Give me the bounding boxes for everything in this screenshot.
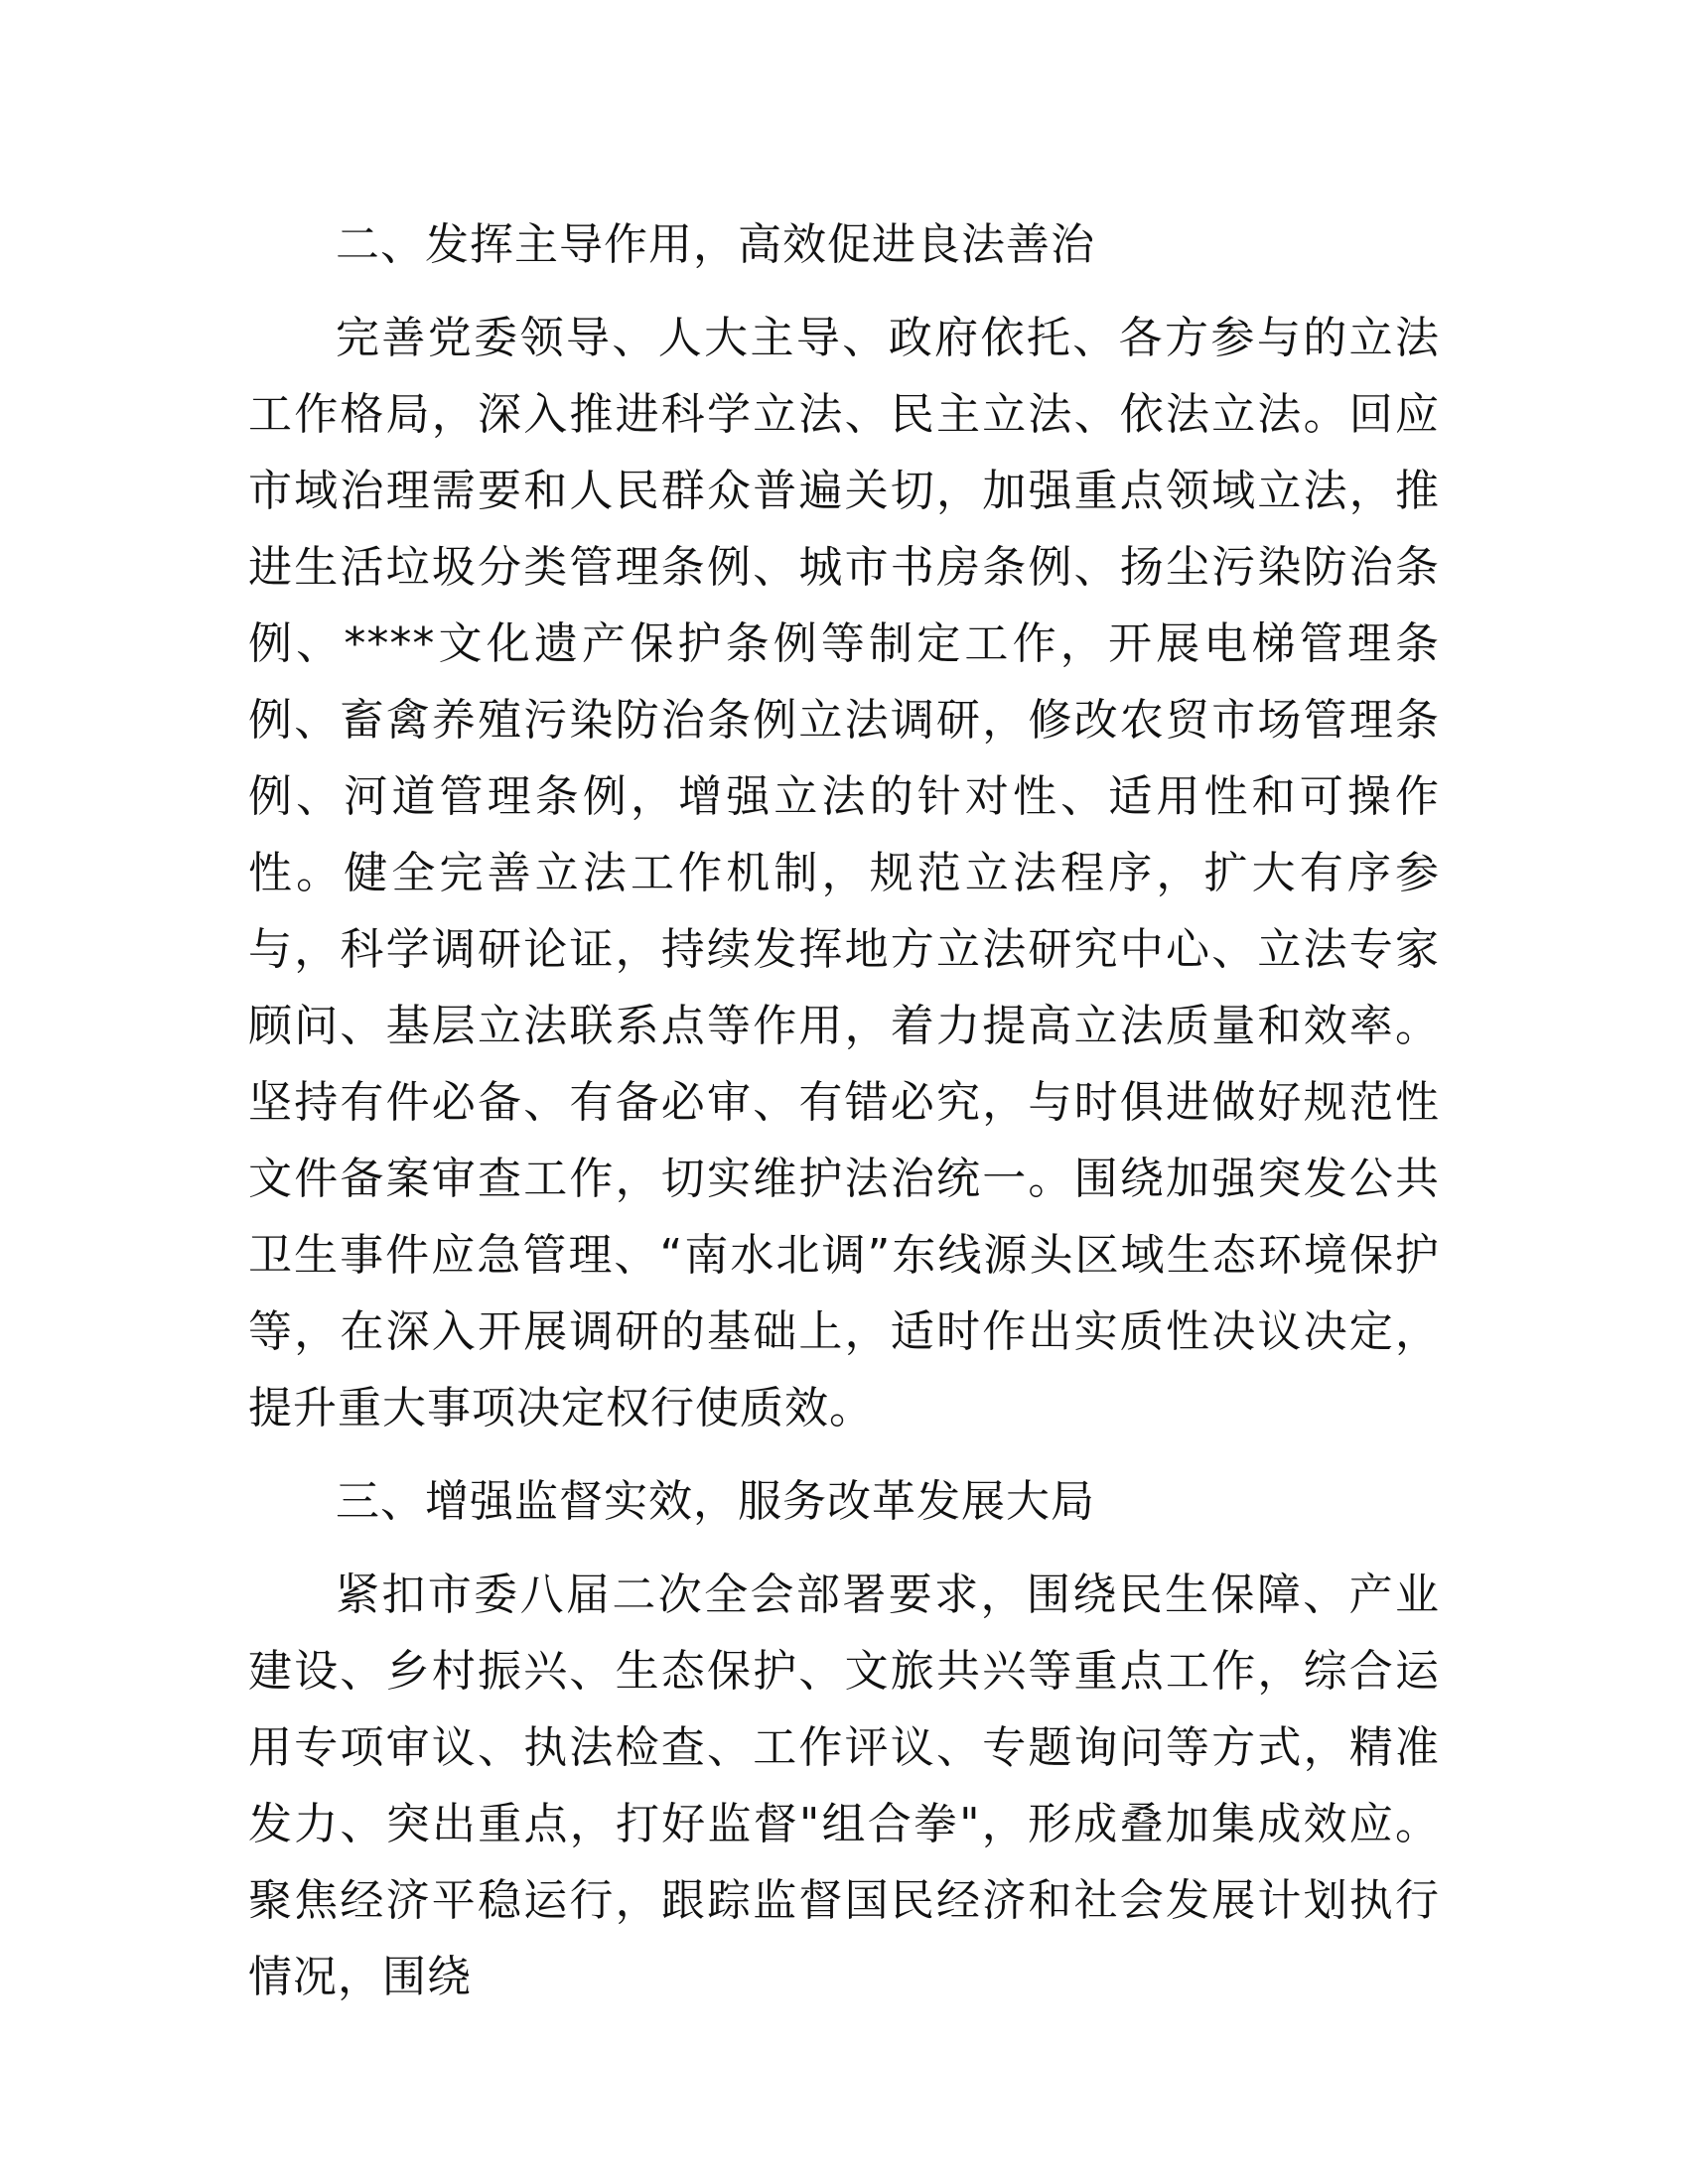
document-body [248,206,1440,2032]
section-heading-3: 三、增强监督实效，服务改革发展大局 [336,1476,1095,1527]
section-heading-2: 二、发挥主导作用，高效促进良法善治 [336,219,1095,270]
section-paragraph-3: 紧扣市委八届二次全会部署要求，围绕民生保障、产业建设、乡村振兴、生态保护、文旅共兴等重点工作，综合运用专项审议、执法检查、工作评议、专题询问等方式，精准发力、突出重点，打好监督"组合拳"，形成叠加集成效应。聚焦经济平稳运行，跟踪监督国民经济和社会发展计划执行情况，围绕 [248,1570,1440,2002]
section-paragraph-2: 完善党委领导、人大主导、政府依托、各方参与的立法工作格局，深入推进科学立法、民主立法、依法立法。回应市域治理需要和人民群众普遍关切，加强重点领域立法，推进生活垃圾分类管理条例、城市书房条例、扬尘污染防治条例、****文化遗产保护条例等制定工作，开展电梯管理条例、畜禽养殖污染防治条例立法调研，修改农贸市场管理条例、河道管理条例，增强立法的针对性、适用性和可操作性。健全完善立法工作机制，规范立法程序，扩大有序参与，科学调研论证，持续发挥地方立法研究中心、立法专家顾问、基层立法联系点等作用，着力提高立法质量和效率。坚持有件必备、有备必审、有错必究，与时俱进做好规范性文件备案审查工作，切实维护法治统一。围绕加强突发公共卫生事件应急管理、“南水北调”东线源头区域生态环境保护等，在深入开展调研的基础上，适时作出实质性决议决定，提升重大事项决定权行使质效。 [248,313,1440,1433]
